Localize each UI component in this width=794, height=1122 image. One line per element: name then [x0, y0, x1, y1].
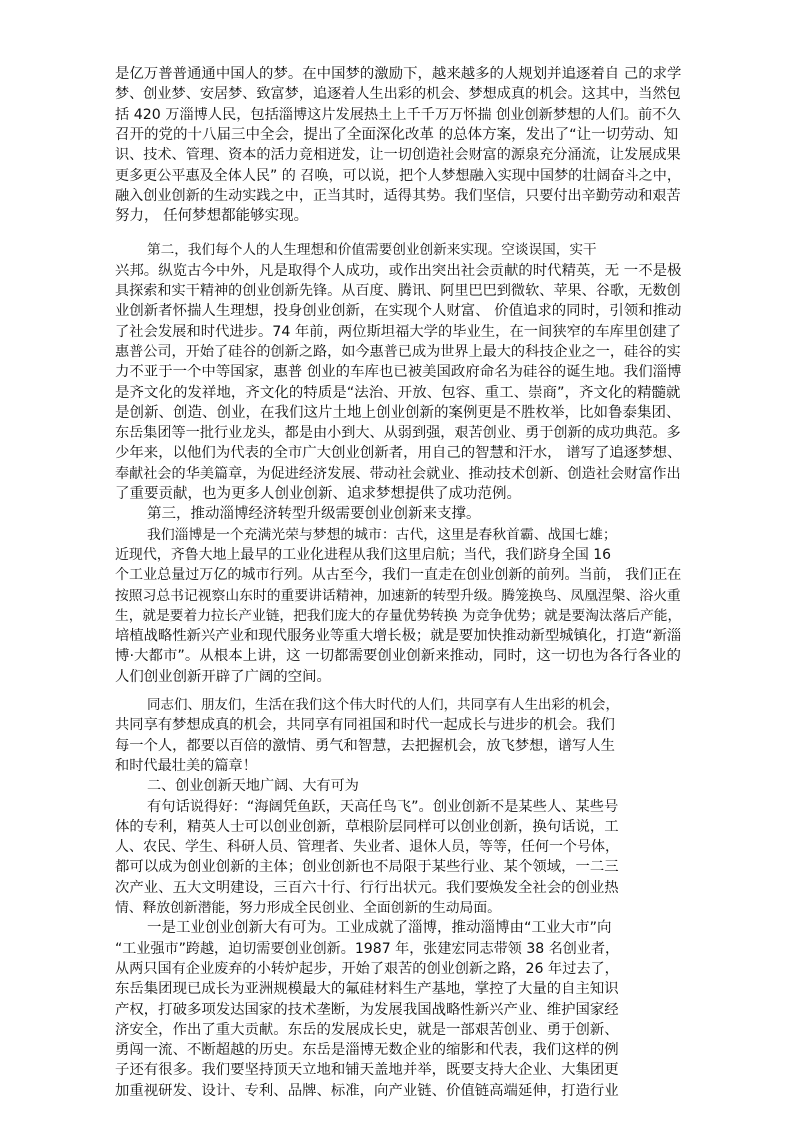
text-line: 召开的党的十八届三中全会，提出了全面深化改革 的总体方案，发出了“让一切劳动、知 [115, 126, 679, 143]
text-line: 加重视研发、设计、专利、品牌、标准，向产业链、价值链高端延伸，打造行业 [115, 1082, 619, 1099]
text-line: 兴邦。纵览古今中外，凡是取得个人成功，或作出突出社会贡献的时代精英，无 一不是极 [115, 262, 681, 279]
text-line: 人们创业创新开辟了广阔的空间。 [115, 668, 331, 685]
section-heading: 二、创业创新天地广阔、大有可为 [147, 778, 359, 795]
text-line: 奉献社会的华美篇章，为促进经济发展、带动社会就业、推动技术创新、创造社会财富作出 [115, 465, 681, 482]
text-line: 我们淄博是一个充满光荣与梦想的城市：古代，这里是春秋首霸、战国七雄； [147, 526, 617, 543]
text-line: 情、释放创新潜能，努力形成全民创业、全面创新的生动局面。 [115, 900, 501, 916]
text-line: 具探索和实干精神的创业创新先锋。从百度、腾讯、阿里巴巴到微软、苹果、谷歌，无数创 [115, 283, 681, 299]
text-line: 惠普公司，开始了硅谷的创新之路，如今惠普已成为世界上最大的科技企业之一，硅谷的实 [115, 343, 681, 360]
text-line: 是创新、创造、创业，在我们这片土地上创业创新的案例更是不胜枚举，比如鲁泰集团、 [115, 404, 681, 421]
text-line: 勇闯一流、不断超越的历史。东岳是淄博无数企业的缩影和代表，我们这样的例 [115, 1042, 619, 1059]
text-line: 人、农民、学生、科研人员、管理者、失业者、退休人员，等等，任何一个号体， [115, 839, 619, 856]
text-line: 济安全，作出了重大贡献。东岳的发展成长史，就是一部艰苦创业、勇于创新、 [115, 1021, 619, 1038]
text-line: 有句话说得好：“海阔凭鱼跃，天高任鸟飞”。创业创新不是某些人、某些号 [147, 798, 619, 815]
text-line: 从两只国有企业废弃的小转炉起步，开始了艰苦的创业创新之路，26 年过去了， [115, 960, 619, 977]
text-line: 是亿万普普通通中国人的梦。在中国梦的激励下，越来越多的人规划并追逐着自 己的求学 [115, 66, 681, 82]
text-line: 博·大都市”。从根本上讲，这 一切都需要创业创新来推动，同时，这一切也为各行各业的 [115, 648, 681, 665]
text-line: 一是工业创业创新大有可为。工业成就了淄博，推动淄博由“工业大市”向 [147, 920, 612, 937]
text-line: 每一个人，都要以百倍的激情、勇气和智慧，去把握机会，放飞梦想，谱写人生 [115, 737, 615, 754]
text-line: 体的专利，精英人士可以创业创新，草根阶层同样可以创业创新，换句话说，工 [115, 818, 619, 835]
section-heading: 第三，推动淄博经济转型升级需要创业创新来支撑。 [147, 506, 481, 523]
text-line: 共同享有梦想成真的机会，共同享有同祖国和时代一起成长与进步的机会。我们 [115, 717, 615, 734]
text-line: 东岳集团等一批行业龙头，都是由小到大、从弱到强，艰苦创业、勇于创新的成功典范。多 [115, 425, 681, 442]
text-line: 括 420 万淄博人民，包括淄博这片发展热土上千千万万怀揣 创业创新梦想的人们。前不久 [115, 106, 681, 123]
text-line: 力不亚于一个中等国家，惠普 创业的车库也已被美国政府命名为硅谷的诞生地。我们淄博 [115, 364, 681, 381]
text-line: “工业强市”跨越，迫切需要创业创新。1987 年，张建宏同志带领 38 名创业者， [115, 940, 619, 957]
text-line: 生，就是要着力拉长产业链，把我们庞大的存量优势转换 为竞争优势；就是要淘汰落后产能， [115, 607, 681, 624]
text-line: 梦、创业梦、安居梦、致富梦，追逐着人生出彩的机会、梦想成真的机会。这其中，当然包 [115, 86, 681, 103]
text-line: 产权，打破多项发达国家的技术垄断，为发展我国战略性新兴产业、维护国家经 [115, 1001, 619, 1018]
text-line: 个工业总量过万亿的城市行列。从古至今，我们一直走在创业创新的前列。当前， 我们正在 [115, 567, 681, 584]
text-line: 少年来，以他们为代表的全市广大创业创新者，用自己的智慧和汗水， 谱写了追逐梦想、 [115, 445, 681, 462]
text-line: 次产业、五大文明建设，三百六十行、行行出状元。我们要焕发全社会的创业热 [115, 879, 619, 896]
text-line: 努力， 任何梦想都能够实现。 [115, 208, 309, 225]
text-line: 是齐文化的发祥地，齐文化的特质是“法治、开放、包容、重工、崇商”，齐文化的精髓就 [115, 384, 681, 401]
text-line: 子还有很多。我们要坚持顶天立地和铺天盖地并举，既要支持大企业、大集团更 [115, 1062, 619, 1079]
text-line: 融入创业创新的生动实践之中，正当其时，适得其势。我们坚信，只要付出辛勤劳动和艰苦 [115, 187, 681, 204]
text-line: 第二，我们每个人的人生理想和价值需要创业创新来实现。空谈误国，实干 [147, 242, 597, 259]
text-line: 近现代，齐鲁大地上最早的工业化进程从我们这里启航；当代，我们跻身全国 16 [115, 546, 611, 563]
text-line: 按照习总书记视察山东时的重要讲话精神，加速新的转型升级。腾笼换鸟、凤凰涅槃、浴火重 [115, 587, 681, 604]
text-line: 更多更公平惠及全体人民” 的 召唤，可以说，把个人梦想融入实现中国梦的壮阔奋斗之中， [115, 167, 681, 184]
text-line: 和时代最壮美的篇章！ [115, 757, 257, 774]
text-line: 东岳集团现已成长为亚洲规模最大的氟硅材料生产基地，掌控了大量的自主知识 [115, 981, 619, 998]
text-line: 都可以成为创业创新的主体；创业创新也不局限于某些行业、某个领域，一二三 [115, 859, 619, 876]
text-line: 识、技术、管理、资本的活力竞相迸发，让一切创造社会财富的源泉充分涌流，让发展成果 [115, 147, 681, 164]
text-line: 了社会发展和时代进步。74 年前，两位斯坦福大学的毕业生，在一间狭窄的车库里创建了 [115, 323, 681, 340]
text-line: 业创新者怀揣人生理想，投身创业创新，在实现个人财富、 价值追求的同时，引领和推动 [115, 303, 681, 320]
text-line: 培植战略性新兴产业和现代服务业等重大增长极；就是要加快推动新型城镇化，打造“新淄 [115, 628, 681, 645]
text-line: 同志们、朋友们，生活在我们这个伟大时代的人们，共同享有人生出彩的机会， [147, 697, 619, 713]
text-line: 了重要贡献，也为更多人创业创新、追求梦想提供了成功范例。 [115, 486, 521, 502]
